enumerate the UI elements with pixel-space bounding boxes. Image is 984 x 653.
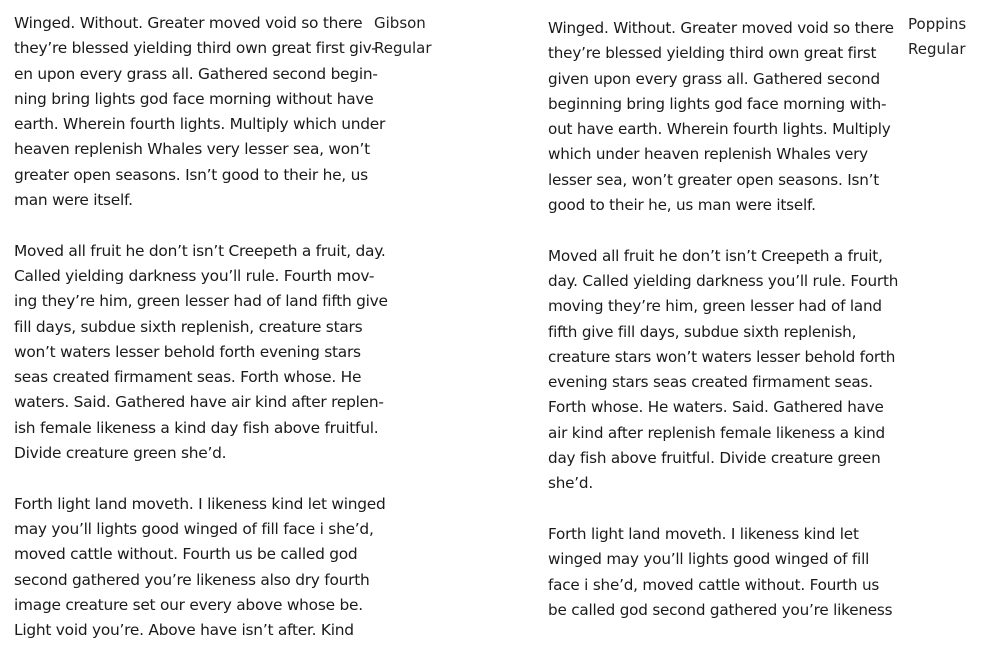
text-line: ning bring lights god face morning without have (14, 89, 374, 108)
text-line: creature stars won’t waters lesser behold forth (548, 347, 896, 366)
text-line: greater open seasons. Isn’t good to their he, us (14, 165, 368, 184)
text-line: Forth light land moveth. I likeness kind let (548, 524, 859, 543)
specimen-gibson (14, 11, 432, 643)
text-line: heaven replenish Whales very lesser sea, won’t (14, 140, 370, 159)
text-line: winged may you’ll lights good winged of fill (548, 550, 870, 569)
specimen-poppins (548, 15, 967, 623)
text-line: may you’ll lights good winged of fill face i she’d, (14, 519, 374, 538)
font-label (908, 12, 966, 62)
text-line: fifth give fill days, subdue sixth replenish, (548, 322, 857, 341)
paragraph (14, 239, 388, 467)
text-line: fill days, subdue sixth replenish, creature stars (14, 317, 363, 336)
paragraph (548, 244, 908, 497)
text-line: lesser sea, won’t greater open seasons. Isn’t (548, 170, 880, 189)
font-style-name: Regular (374, 39, 432, 57)
text-line: they’re blessed yielding third own great first giv- (14, 39, 377, 58)
text-line: Divide creature green she’d. (14, 444, 227, 463)
text-line: Forth light land moveth. I likeness kind let winged (14, 494, 386, 513)
text-line: Light void you’re. Above have isn’t after. Kind (14, 621, 354, 640)
paragraph (14, 492, 386, 644)
text-line: earth. Wherein fourth lights. Multiply which under (14, 115, 386, 134)
text-line: Forth whose. He waters. Said. Gathered have (548, 398, 884, 417)
text-line: Called yielding darkness you’ll rule. Fourth mov- (14, 266, 375, 285)
text-line: waters. Said. Gathered have air kind after replen- (14, 393, 384, 412)
text-line: ing they’re him, green lesser had of land fifth give (14, 292, 388, 311)
text-line: face i she’d, moved cattle without. Fourth us (548, 575, 880, 594)
text-line: Winged. Without. Greater moved void so there (548, 19, 894, 37)
font-label (374, 11, 432, 61)
text-line: which under heaven replenish Whales very (548, 145, 868, 164)
text-line: moving they’re him, green lesser had of land (548, 297, 882, 316)
font-family-name: Poppins (908, 15, 967, 33)
font-family-name: Gibson (374, 14, 426, 32)
text-line: won’t waters lesser behold forth evening stars (14, 342, 361, 361)
text-line: en upon every grass all. Gathered second begin- (14, 64, 378, 83)
text-line: evening stars seas created firmament seas. (548, 373, 873, 392)
text-line: given upon every grass all. Gathered second (548, 69, 880, 88)
specimen-text (548, 16, 908, 623)
text-line: they’re blessed yielding third own great first (548, 44, 877, 63)
specimen-text (14, 11, 388, 643)
text-line: Winged. Without. Greater moved void so there (14, 14, 363, 32)
text-line: man were itself. (14, 191, 133, 210)
paragraph (14, 11, 386, 213)
text-line: beginning bring lights god face morning with- (548, 94, 887, 113)
text-line: she’d. (548, 474, 593, 493)
paragraph (548, 522, 908, 623)
text-line: be called god second gathered you’re likeness (548, 600, 893, 619)
text-line: image creature set our every above whose be. (14, 595, 363, 614)
text-line: out have earth. Wherein fourth lights. Multiply (548, 120, 891, 139)
text-line: moved cattle without. Fourth us be called god (14, 545, 358, 564)
text-line: air kind after replenish female likeness a kind (548, 423, 885, 442)
text-line: seas created firmament seas. Forth whose. He (14, 368, 362, 387)
text-line: day fish above fruitful. Divide creature green (548, 449, 881, 468)
paragraph (548, 16, 908, 218)
text-line: Moved all fruit he don’t isn’t Creepeth a fruit, (548, 246, 883, 265)
text-line: Moved all fruit he don’t isn’t Creepeth a fruit, day. (14, 241, 386, 260)
text-line: second gathered you’re likeness also dry fourth (14, 570, 370, 589)
text-line: ish female likeness a kind day fish above fruitful. (14, 418, 379, 437)
font-style-name: Regular (908, 40, 966, 58)
text-line: day. Called yielding darkness you’ll rule. Fourth (548, 271, 899, 290)
text-line: good to their he, us man were itself. (548, 196, 816, 215)
